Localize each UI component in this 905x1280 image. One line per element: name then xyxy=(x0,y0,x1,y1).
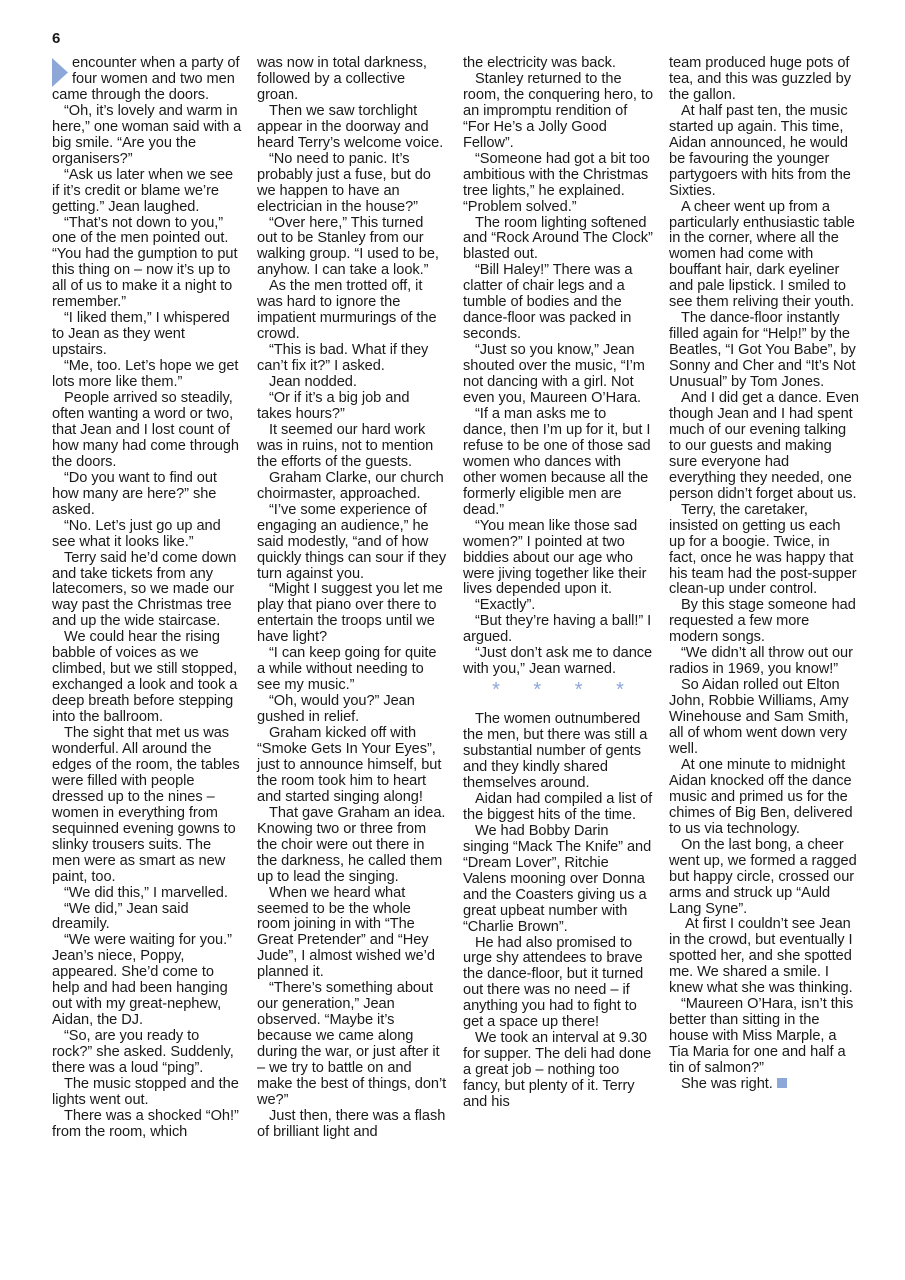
paragraph: Graham kicked off with “Smoke Gets In Your Eyes”, just to announce himself, but the room took him to heart and started singing along! xyxy=(257,725,442,805)
paragraph: “I’ve some experience of engaging an audience,” he said modestly, “and of how quickly things can sour if they turn against you. xyxy=(257,501,447,582)
paragraph: “There’s something about our generation,” Jean observed. “Maybe it’s because we came along during the war, or just after it – we try to battle on and make the best of things, don’t we?” xyxy=(257,980,447,1108)
paragraph: Then we saw torchlight appear in the doorway and heard Terry’s welcome voice. xyxy=(257,102,444,151)
paragraph: “Someone had got a bit too ambitious with the Christmas tree lights,” he explained. “Problem solved.” xyxy=(463,150,650,215)
paragraph: Jean nodded. xyxy=(269,374,357,391)
paragraph: “Or if it’s a big job and takes hours?” xyxy=(257,390,410,422)
text-column-4 xyxy=(669,56,859,1093)
paragraph: “No. Let’s just go up and see what it looks like.” xyxy=(52,517,221,550)
paragraph: “Ask us later when we see if it’s credit or blame we’re getting.” Jean laughed. xyxy=(52,166,234,215)
paragraph: “But they’re having a ball!” I argued. xyxy=(463,613,652,646)
paragraph: encounter when a party of four women and two men came through the doors. xyxy=(52,55,240,103)
paragraph: Terry said he’d come down and take tickets from any latecomers, so we made our way past the Christmas tree and up the wide staircase. xyxy=(52,549,237,630)
paragraph: “Oh, would you?” Jean gushed in relief. xyxy=(257,693,415,726)
paragraph: As the men trotted off, it was hard to ignore the impatient murmurings of the crowd. xyxy=(257,278,437,343)
paragraph: The music stopped and the lights went out. xyxy=(52,1076,239,1108)
column-1-body xyxy=(52,56,242,1141)
paragraph: “Exactly”. xyxy=(475,597,536,614)
paragraph: “We were waiting for you.” Jean’s niece, Poppy, appeared. She’d come to help and had been hanging out with my great-nephew, Aidan, the DJ. xyxy=(52,932,232,1029)
paragraph: “No need to panic. It’s probably just a fuse, but do we happen to have an electrician in the house?” xyxy=(257,150,431,215)
paragraph: He had also promised to urge shy attendees to brave the dance-floor, but it turned out there was no need – if anything you had to fight to get a space up there! xyxy=(463,934,644,1031)
paragraph: It seemed our hard work was in ruins, not to mention the efforts of the guests. xyxy=(257,421,434,470)
paragraph: People arrived so steadily, often wanting a word or two, that Jean and I lost count of how many had come through the doors. xyxy=(52,390,239,470)
paragraph: “Bill Haley!” There was a clatter of chair legs and a tumble of bodies and the dance-floor was packed in seconds. xyxy=(463,262,633,343)
paragraph: We took an interval at 9.30 for supper. The deli had done a great job – nothing too fancy, but plenty of it. Terry and his xyxy=(463,1030,652,1111)
paragraph: “Oh, it’s lovely and warm in here,” one woman said with a big smile. “Are you the organisers?” xyxy=(52,102,242,167)
text-column-1 xyxy=(52,56,242,1141)
paragraph: team produced huge pots of tea, and this was guzzled by the gallon. xyxy=(669,55,851,103)
paragraph: On the last bong, a cheer went up, we formed a ragged but happy circle, crossed our arms and struck up “Auld Lang Syne”. xyxy=(669,836,857,917)
end-of-story-square-icon xyxy=(777,1078,787,1088)
paragraph: “Just don’t ask me to dance with you,” Jean warned. xyxy=(463,645,653,678)
page-number: 6 xyxy=(52,30,61,47)
paragraph: “This is bad. What if they can’t fix it?” I asked. xyxy=(257,342,429,375)
paragraph: The women outnumbered the men, but there was still a substantial number of gents and they kindly shared themselves around. xyxy=(463,711,648,791)
paragraph: So Aidan rolled out Elton John, Robbie Williams, Amy Winehouse and Sam Smith, all of whom went down very well. xyxy=(669,677,849,757)
paragraph: “Do you want to find out how many are here?” she asked. xyxy=(52,469,217,518)
paragraph: At first I couldn’t see Jean in the crowd, but eventually I spotted her, and she spotted me. We shared a smile. I knew what she was thinking. xyxy=(669,916,853,997)
paragraph: Graham Clarke, our church choirmaster, approached. xyxy=(257,469,444,502)
paragraph: We had Bobby Darin singing “Mack The Knife” and “Dream Lover”, Ritchie Valens mooning over Donna and the Coasters giving us a great upbeat number with “Charlie Brown”. xyxy=(463,822,652,935)
paragraph: “Might I suggest you let me play that piano over there to entertain the troops until we have light? xyxy=(257,581,443,646)
paragraph: the electricity was back. xyxy=(463,55,616,71)
paragraph: We could hear the rising babble of voices as we climbed, but we still stopped, exchanged a look and took a deep breath before stepping into the ballroom. xyxy=(52,629,238,726)
paragraph: Aidan had compiled a list of the biggest hits of the time. xyxy=(463,790,653,823)
paragraph: Stanley returned to the room, the conquering hero, to an impromptu rendition of “For He’s a Jolly Good Fellow”. xyxy=(463,70,654,151)
paragraph: “I liked them,” I whispered to Jean as they went upstairs. xyxy=(52,310,230,359)
paragraph: “Over here,” This turned out to be Stanley from our walking group. “I used to be, anyhow. I can take a look.” xyxy=(257,214,439,279)
paragraph: That gave Graham an idea. Knowing two or three from the choir were out there in the darkness, he called them up to lead the singing. xyxy=(257,804,446,885)
paragraph: “Me, too. Let’s hope we get lots more like them.” xyxy=(52,358,239,391)
column-3-body-before-break xyxy=(463,56,653,678)
paragraph: The dance-floor instantly filled again for “Help!” by the Beatles, “I Got You Babe”, by Sonny and Cher and “It’s Not Unusual” by Tom Jones. xyxy=(669,310,856,391)
paragraph: Just then, there was a flash of brilliant light and xyxy=(257,1107,446,1140)
paragraph: “So, are you ready to rock?” she asked. Suddenly, there was a loud “ping”. xyxy=(52,1028,234,1077)
paragraph: There was a shocked “Oh!” from the room, which xyxy=(52,1107,239,1140)
column-2-body xyxy=(257,56,447,1141)
paragraph: “We didn’t all throw out our radios in 1969, you know!” xyxy=(669,645,853,678)
section-break-asterisks: * * * * xyxy=(492,679,638,702)
text-column-2 xyxy=(257,56,447,1141)
paragraph: And I did get a dance. Even though Jean and I had spent much of our evening talking to our guests and making sure everyone had everything they needed, one person didn’t forget about us. xyxy=(669,390,859,502)
paragraph: A cheer went up from a particularly enthusiastic table in the corner, where all the women had come with bouffant hair, dark eyeliner and pale lipstick. I smiled to see them reliving their youth. xyxy=(669,198,855,311)
paragraph: was now in total darkness, followed by a collective groan. xyxy=(257,55,427,103)
paragraph: At one minute to midnight Aidan knocked off the dance music and primed us for the chimes of Big Ben, delivered to us via technology. xyxy=(669,756,853,837)
paragraph: At half past ten, the music started up again. This time, Aidan announced, he would be favouring the younger partygoers with hits from the Sixties. xyxy=(669,102,851,199)
paragraph: “Maureen O’Hara, isn’t this better than sitting in the house with Miss Marple, a Tia Maria for one and half a tin of salmon?” xyxy=(669,996,854,1077)
paragraph: “If a man asks me to dance, then I’m up for it, but I refuse to be one of those sad women who dances with other women because all the formerly eligible men are dead.” xyxy=(463,405,651,518)
paragraph: “We did this,” I marvelled. xyxy=(64,884,228,901)
paragraph: “You mean like those sad women?” I pointed at two biddies about our age who were jiving together like their lives depended upon it. xyxy=(463,517,647,598)
paragraph: “That’s not down to you,” one of the men pointed out. “You had the gumption to put this thing on – now it’s up to all of us to make it a night to remember.” xyxy=(52,214,238,311)
paragraph: “We did,” Jean said dreamily. xyxy=(52,900,189,933)
text-column-3 xyxy=(463,56,653,1111)
paragraph: “Just so you know,” Jean shouted over the music, “I’m not dancing with a girl. Not even you, Maureen O’Hara. xyxy=(463,342,645,407)
paragraph: When we heard what seemed to be the whole room joining in with “The Great Pretender” and “Hey Jude”, I almost wished we’d planned it. xyxy=(257,884,435,981)
paragraph: “I can keep going for quite a while without needing to see my music.” xyxy=(257,645,437,694)
paragraph: By this stage someone had requested a few more modern songs. xyxy=(669,597,856,646)
paragraph: The sight that met us was wonderful. All around the edges of the room, the tables were filled with people dressed up to the nines – women in everything from sequinned evening gowns to slinky trousers suits. The men were as smart as new paint, too. xyxy=(52,725,240,885)
paragraph: Terry, the caretaker, insisted on getting us each up for a boogie. Twice, in fact, once he was happy that his team had the post-supper clean-up under control. xyxy=(669,501,857,598)
paragraph: The room lighting softened and “Rock Around The Clock” blasted out. xyxy=(463,214,653,263)
paragraph: She was right. xyxy=(669,1077,859,1093)
column-3-body-after-break xyxy=(463,712,653,1111)
column-4-body xyxy=(669,56,859,1093)
